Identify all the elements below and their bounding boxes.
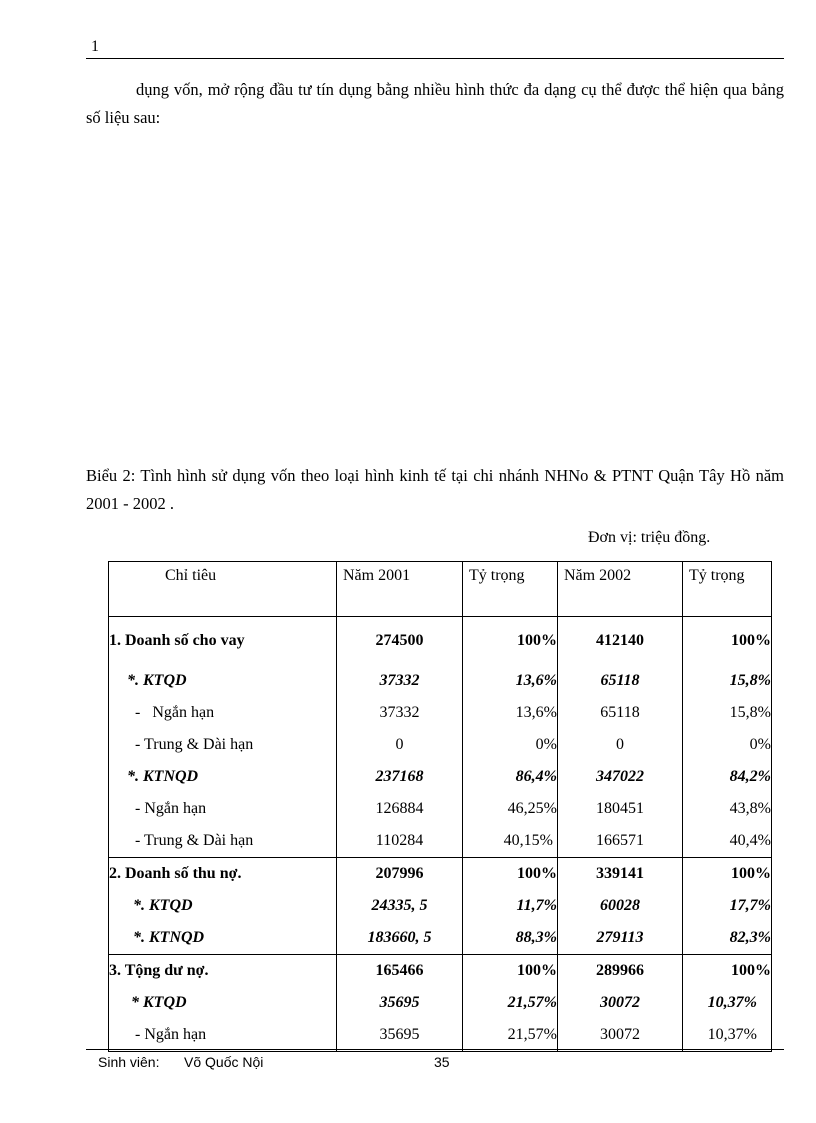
share-2001: 88,3% — [463, 922, 558, 955]
table-row — [109, 858, 772, 891]
share-2001: 46,25% — [463, 793, 558, 825]
table-row — [109, 825, 772, 858]
row-label: *. KTNQD — [109, 922, 337, 955]
row-label: 1. Doanh số cho vay — [109, 617, 337, 666]
share-2002: 100% — [683, 955, 772, 988]
value-2001: 110284 — [337, 825, 463, 858]
row-label: - Ngắn hạn — [109, 793, 337, 825]
header-rule — [86, 58, 784, 59]
table-row — [109, 729, 772, 761]
value-2001: 35695 — [337, 987, 463, 1019]
value-2002: 339141 — [558, 858, 683, 891]
value-2002: 166571 — [558, 825, 683, 858]
share-2001: 21,57% — [463, 987, 558, 1019]
share-2001: 13,6% — [463, 665, 558, 697]
table-caption: Biểu 2: Tình hình sử dụng vốn theo loại hình kinh tế tại chi nhánh NHNo & PTNT Quận Tây Hồ năm 2001 - 2002 . — [86, 466, 784, 513]
row-label: - Trung & Dài hạn — [109, 825, 337, 858]
share-2001: 100% — [463, 955, 558, 988]
value-2001: 0 — [337, 729, 463, 761]
value-2002: 0 — [558, 729, 683, 761]
table-row — [109, 890, 772, 922]
share-2002: 15,8% — [683, 665, 772, 697]
row-label: - Ngắn hạn — [109, 1019, 337, 1052]
data-table — [108, 561, 772, 1052]
share-2002: 40,4% — [683, 825, 772, 858]
share-2002: 43,8% — [683, 793, 772, 825]
table-row — [109, 697, 772, 729]
value-2002: 65118 — [558, 665, 683, 697]
unit-label: Đơn vị: triệu đồng. — [588, 529, 711, 546]
row-label: *. KTQD — [109, 890, 337, 922]
footer-student-label: Sinh viên: — [98, 1054, 160, 1070]
value-2002: 279113 — [558, 922, 683, 955]
share-2002: 17,7% — [683, 890, 772, 922]
table-row — [109, 761, 772, 793]
value-2002: 180451 — [558, 793, 683, 825]
share-2001: 21,57% — [463, 1019, 558, 1052]
value-2001: 237168 — [337, 761, 463, 793]
share-2001: 13,6% — [463, 697, 558, 729]
share-2002: 84,2% — [683, 761, 772, 793]
value-2002: 60028 — [558, 890, 683, 922]
value-2001: 35695 — [337, 1019, 463, 1052]
body-paragraph: dụng vốn, mở rộng đầu tư tín dụng bằng nhiều hình thức đa dạng cụ thể được thể hiện qua bảng số liệu sau: — [86, 80, 784, 127]
value-2002: 30072 — [558, 1019, 683, 1052]
value-2001: 183660, 5 — [337, 922, 463, 955]
footer-student-name: Võ Quốc Nội — [184, 1054, 264, 1070]
row-label: *. KTNQD — [109, 761, 337, 793]
share-2002: 82,3% — [683, 922, 772, 955]
header-cell-chi-tieu: Chỉ tiêu — [109, 562, 337, 617]
value-2002: 30072 — [558, 987, 683, 1019]
table-row — [109, 793, 772, 825]
value-2001: 274500 — [337, 617, 463, 666]
share-2001: 0% — [463, 729, 558, 761]
header-cell-ty-trong-2001: Tỷ trọng — [463, 562, 558, 617]
share-2002: 10,37% — [683, 987, 772, 1019]
value-2002: 412140 — [558, 617, 683, 666]
share-2002: 100% — [683, 617, 772, 666]
value-2001: 24335, 5 — [337, 890, 463, 922]
footer-page-number: 35 — [434, 1054, 450, 1070]
table-row — [109, 987, 772, 1019]
value-2001: 165466 — [337, 955, 463, 988]
row-label: - Ngắn hạn — [109, 697, 337, 729]
share-2002: 100% — [683, 858, 772, 891]
value-2002: 65118 — [558, 697, 683, 729]
value-2001: 126884 — [337, 793, 463, 825]
table-header-row — [109, 562, 772, 617]
value-2001: 37332 — [337, 665, 463, 697]
share-2001: 100% — [463, 858, 558, 891]
value-2002: 347022 — [558, 761, 683, 793]
table-row — [109, 665, 772, 697]
share-2002: 15,8% — [683, 697, 772, 729]
value-2001: 37332 — [337, 697, 463, 729]
header-page-number: 1 — [91, 38, 99, 55]
share-2001: 40,15% — [463, 825, 558, 858]
row-label: 2. Doanh số thu nợ. — [109, 858, 337, 891]
value-2002: 289966 — [558, 955, 683, 988]
row-label: 3. Tộng dư nợ. — [109, 955, 337, 988]
header-cell-ty-trong-2002: Tỷ trọng — [683, 562, 772, 617]
value-2001: 207996 — [337, 858, 463, 891]
table-row — [109, 617, 772, 666]
share-2002: 0% — [683, 729, 772, 761]
share-2001: 86,4% — [463, 761, 558, 793]
share-2001: 11,7% — [463, 890, 558, 922]
row-label: *. KTQD — [109, 665, 337, 697]
header-cell-nam-2002: Năm 2002 — [558, 562, 683, 617]
row-label: - Trung & Dài hạn — [109, 729, 337, 761]
footer-rule — [86, 1049, 784, 1050]
header-cell-nam-2001: Năm 2001 — [337, 562, 463, 617]
share-2001: 100% — [463, 617, 558, 666]
share-2002: 10,37% — [683, 1019, 772, 1052]
table-row — [109, 1019, 772, 1052]
table-row — [109, 955, 772, 988]
table-row — [109, 922, 772, 955]
row-label: * KTQD — [109, 987, 337, 1019]
